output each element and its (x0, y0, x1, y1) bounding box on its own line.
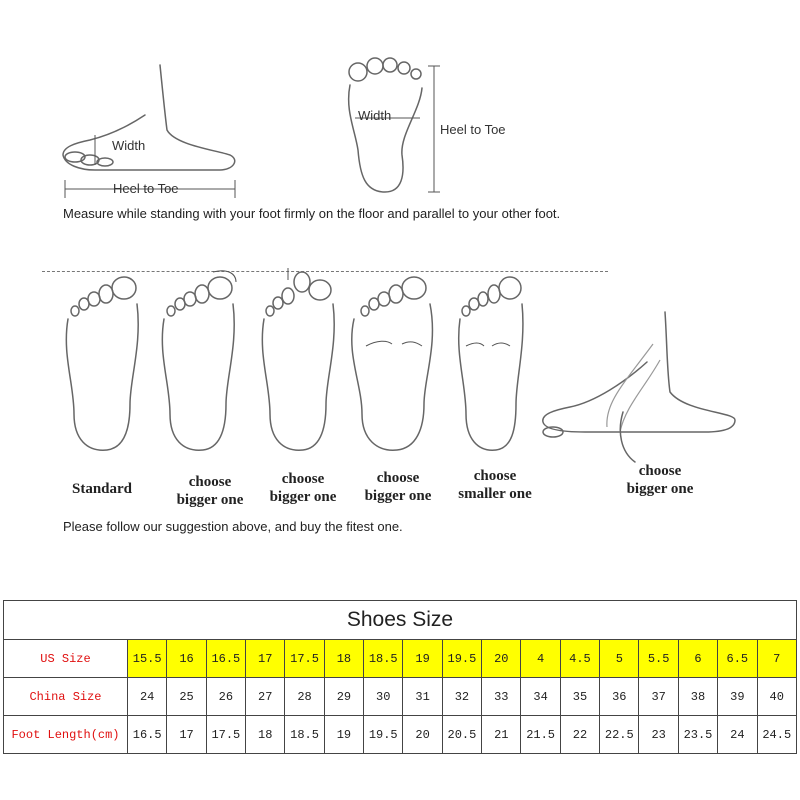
table-cell: 19.5 (442, 640, 481, 678)
table-cell: 16.5 (128, 716, 167, 754)
table-cell: 36 (600, 678, 639, 716)
table-cell: 23 (639, 716, 678, 754)
table-cell: 5 (600, 640, 639, 678)
table-cell: 29 (324, 678, 363, 716)
table-cell: 6 (678, 640, 717, 678)
table-cell: 17 (246, 640, 285, 678)
table-cell: 38 (678, 678, 717, 716)
table-row-us-size (4, 640, 797, 678)
row-label: China Size (4, 678, 128, 716)
sole-length-label: Heel to Toe (440, 122, 506, 137)
table-cell: 30 (364, 678, 403, 716)
table-cell: 31 (403, 678, 442, 716)
foot-type-label: choose bigger one (269, 471, 337, 505)
table-cell: 27 (246, 678, 285, 716)
table-cell: 24 (128, 678, 167, 716)
table-cell: 20 (482, 640, 521, 678)
table-cell: 18 (324, 640, 363, 678)
table-cell: 19 (403, 640, 442, 678)
table-cell: 4 (521, 640, 560, 678)
table-cell: 21.5 (521, 716, 560, 754)
foot-types-illustration (40, 262, 760, 472)
table-cell: 39 (718, 678, 757, 716)
table-cell: 5.5 (639, 640, 678, 678)
table-cell: 17 (167, 716, 206, 754)
table-cell: 25 (167, 678, 206, 716)
sole-width-label: Width (358, 108, 392, 123)
table-cell: 33 (482, 678, 521, 716)
shoe-size-table (3, 600, 797, 754)
table-cell: 18 (246, 716, 285, 754)
table-row-foot-length (4, 716, 797, 754)
table-cell: 20 (403, 716, 442, 754)
side-length-label: Heel to Toe (113, 181, 179, 196)
table-cell: 24 (718, 716, 757, 754)
table-cell: 20.5 (442, 716, 481, 754)
table-cell: 7 (757, 640, 797, 678)
table-cell: 24.5 (757, 716, 797, 754)
table-cell: 6.5 (718, 640, 757, 678)
foot-type-label: choose bigger one (176, 474, 244, 508)
foot-type-label: Standard (71, 481, 133, 497)
table-cell: 18.5 (285, 716, 324, 754)
foot-type-label: choose bigger one (364, 470, 432, 504)
table-cell: 28 (285, 678, 324, 716)
table-cell: 17.5 (206, 716, 245, 754)
table-cell: 19 (324, 716, 363, 754)
foot-type-label: choose smaller one (458, 468, 532, 502)
table-cell: 34 (521, 678, 560, 716)
table-cell: 19.5 (364, 716, 403, 754)
table-cell: 17.5 (285, 640, 324, 678)
table-cell: 22.5 (600, 716, 639, 754)
table-cell: 26 (206, 678, 245, 716)
table-cell: 22 (560, 716, 599, 754)
table-cell: 15.5 (128, 640, 167, 678)
row-label: US Size (4, 640, 128, 678)
table-cell: 23.5 (678, 716, 717, 754)
table-cell: 4.5 (560, 640, 599, 678)
table-cell: 21 (482, 716, 521, 754)
table-row-china-size (4, 678, 797, 716)
table-cell: 35 (560, 678, 599, 716)
table-cell: 18.5 (364, 640, 403, 678)
measure-instruction: Measure while standing with your foot firmly on the floor and parallel to your other foot. (63, 206, 561, 221)
table-cell: 16.5 (206, 640, 245, 678)
suggestion-text: Please follow our suggestion above, and buy the fitest one. (63, 519, 403, 534)
foot-type-label: choose bigger one (626, 463, 694, 497)
table-title: Shoes Size (4, 601, 797, 640)
row-label: Foot Length(cm) (4, 716, 128, 754)
table-cell: 32 (442, 678, 481, 716)
side-width-label: Width (112, 138, 146, 153)
table-cell: 40 (757, 678, 797, 716)
table-cell: 16 (167, 640, 206, 678)
table-cell: 37 (639, 678, 678, 716)
